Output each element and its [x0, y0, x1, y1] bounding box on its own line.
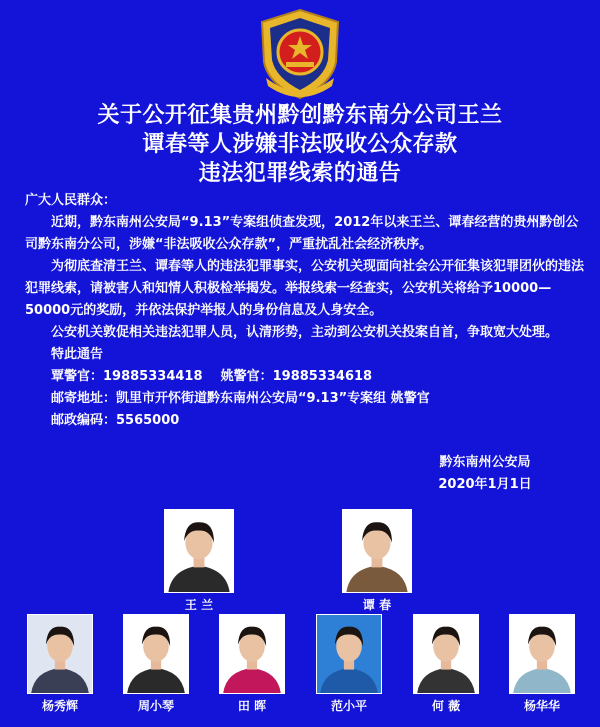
suspect-photo	[164, 509, 234, 593]
suspect-photo	[219, 614, 285, 694]
salutation: 广大人民群众：	[25, 193, 117, 208]
mailing-address: 邮寄地址：凯里市开怀街道黔东南州公安局“9.13”专案组 姚警官	[51, 391, 430, 406]
suspect-card	[108, 614, 204, 714]
suspect-card	[494, 614, 590, 714]
suspect-card	[301, 614, 397, 714]
contact-phones: 覃警官：19885334418 姚警官：19885334618	[51, 369, 373, 384]
suspect-name: 王 兰	[184, 598, 214, 612]
issuer: 黔东南州公安局	[439, 455, 531, 470]
paragraph-1: 近期，黔东南州公安局“9.13”专案组侦查发现，2012年以来王兰、谭春经营的贵州黔创公司黔东南分公司，涉嫌“非法吸收公众存款”，严重扰乱社会经济秩序。	[25, 215, 579, 252]
title-line-2: 谭春等人涉嫌非法吸收公众存款	[142, 132, 458, 157]
suspect-photo	[413, 614, 479, 694]
title-line-3: 违法犯罪线索的通告	[198, 161, 402, 186]
suspect-name: 田 晖	[237, 699, 267, 713]
suspect-photo	[342, 509, 412, 593]
paragraph-3: 公安机关敦促相关违法犯罪人员，认清形势，主动到公安机关投案自首，争取宽大处理。	[51, 325, 559, 340]
issue-date: 2020年1月1日	[438, 477, 532, 492]
suspect-card	[12, 614, 108, 714]
suspect-name: 谭 春	[362, 598, 392, 612]
suspect-photo	[509, 614, 575, 694]
special-notice: 特此通告	[51, 347, 104, 362]
paragraph-2: 为彻底查清王兰、谭春等人的违法犯罪事实，公安机关现面向社会公开征集该犯罪团伙的违法犯罪线索，请被害人和知情人积极检举揭发。举报线索一经查实，公安机关将给予10000—50000元的奖励，并依法保护举报人的身份信息及人身安全。	[25, 259, 585, 318]
suspect-name: 周小琴	[137, 699, 174, 713]
title-line-1: 关于公开征集贵州黔创黔东南分公司王兰	[97, 103, 503, 128]
suspect-card	[398, 614, 494, 714]
suspect-name: 杨秀辉	[41, 699, 78, 713]
suspect-photo	[123, 614, 189, 694]
notice-body	[25, 190, 585, 432]
suspect-name: 范小平	[330, 699, 367, 713]
suspect-card	[149, 509, 249, 613]
suspect-name: 杨华华	[523, 699, 560, 713]
notice-title	[0, 101, 600, 188]
suspect-name: 何 薇	[431, 699, 461, 713]
postcode: 邮政编码：5565000	[51, 413, 180, 428]
suspect-photo	[316, 614, 382, 694]
suspect-card	[327, 509, 427, 613]
suspect-photo	[27, 614, 93, 694]
police-badge-icon	[252, 6, 348, 102]
suspect-card	[204, 614, 300, 714]
